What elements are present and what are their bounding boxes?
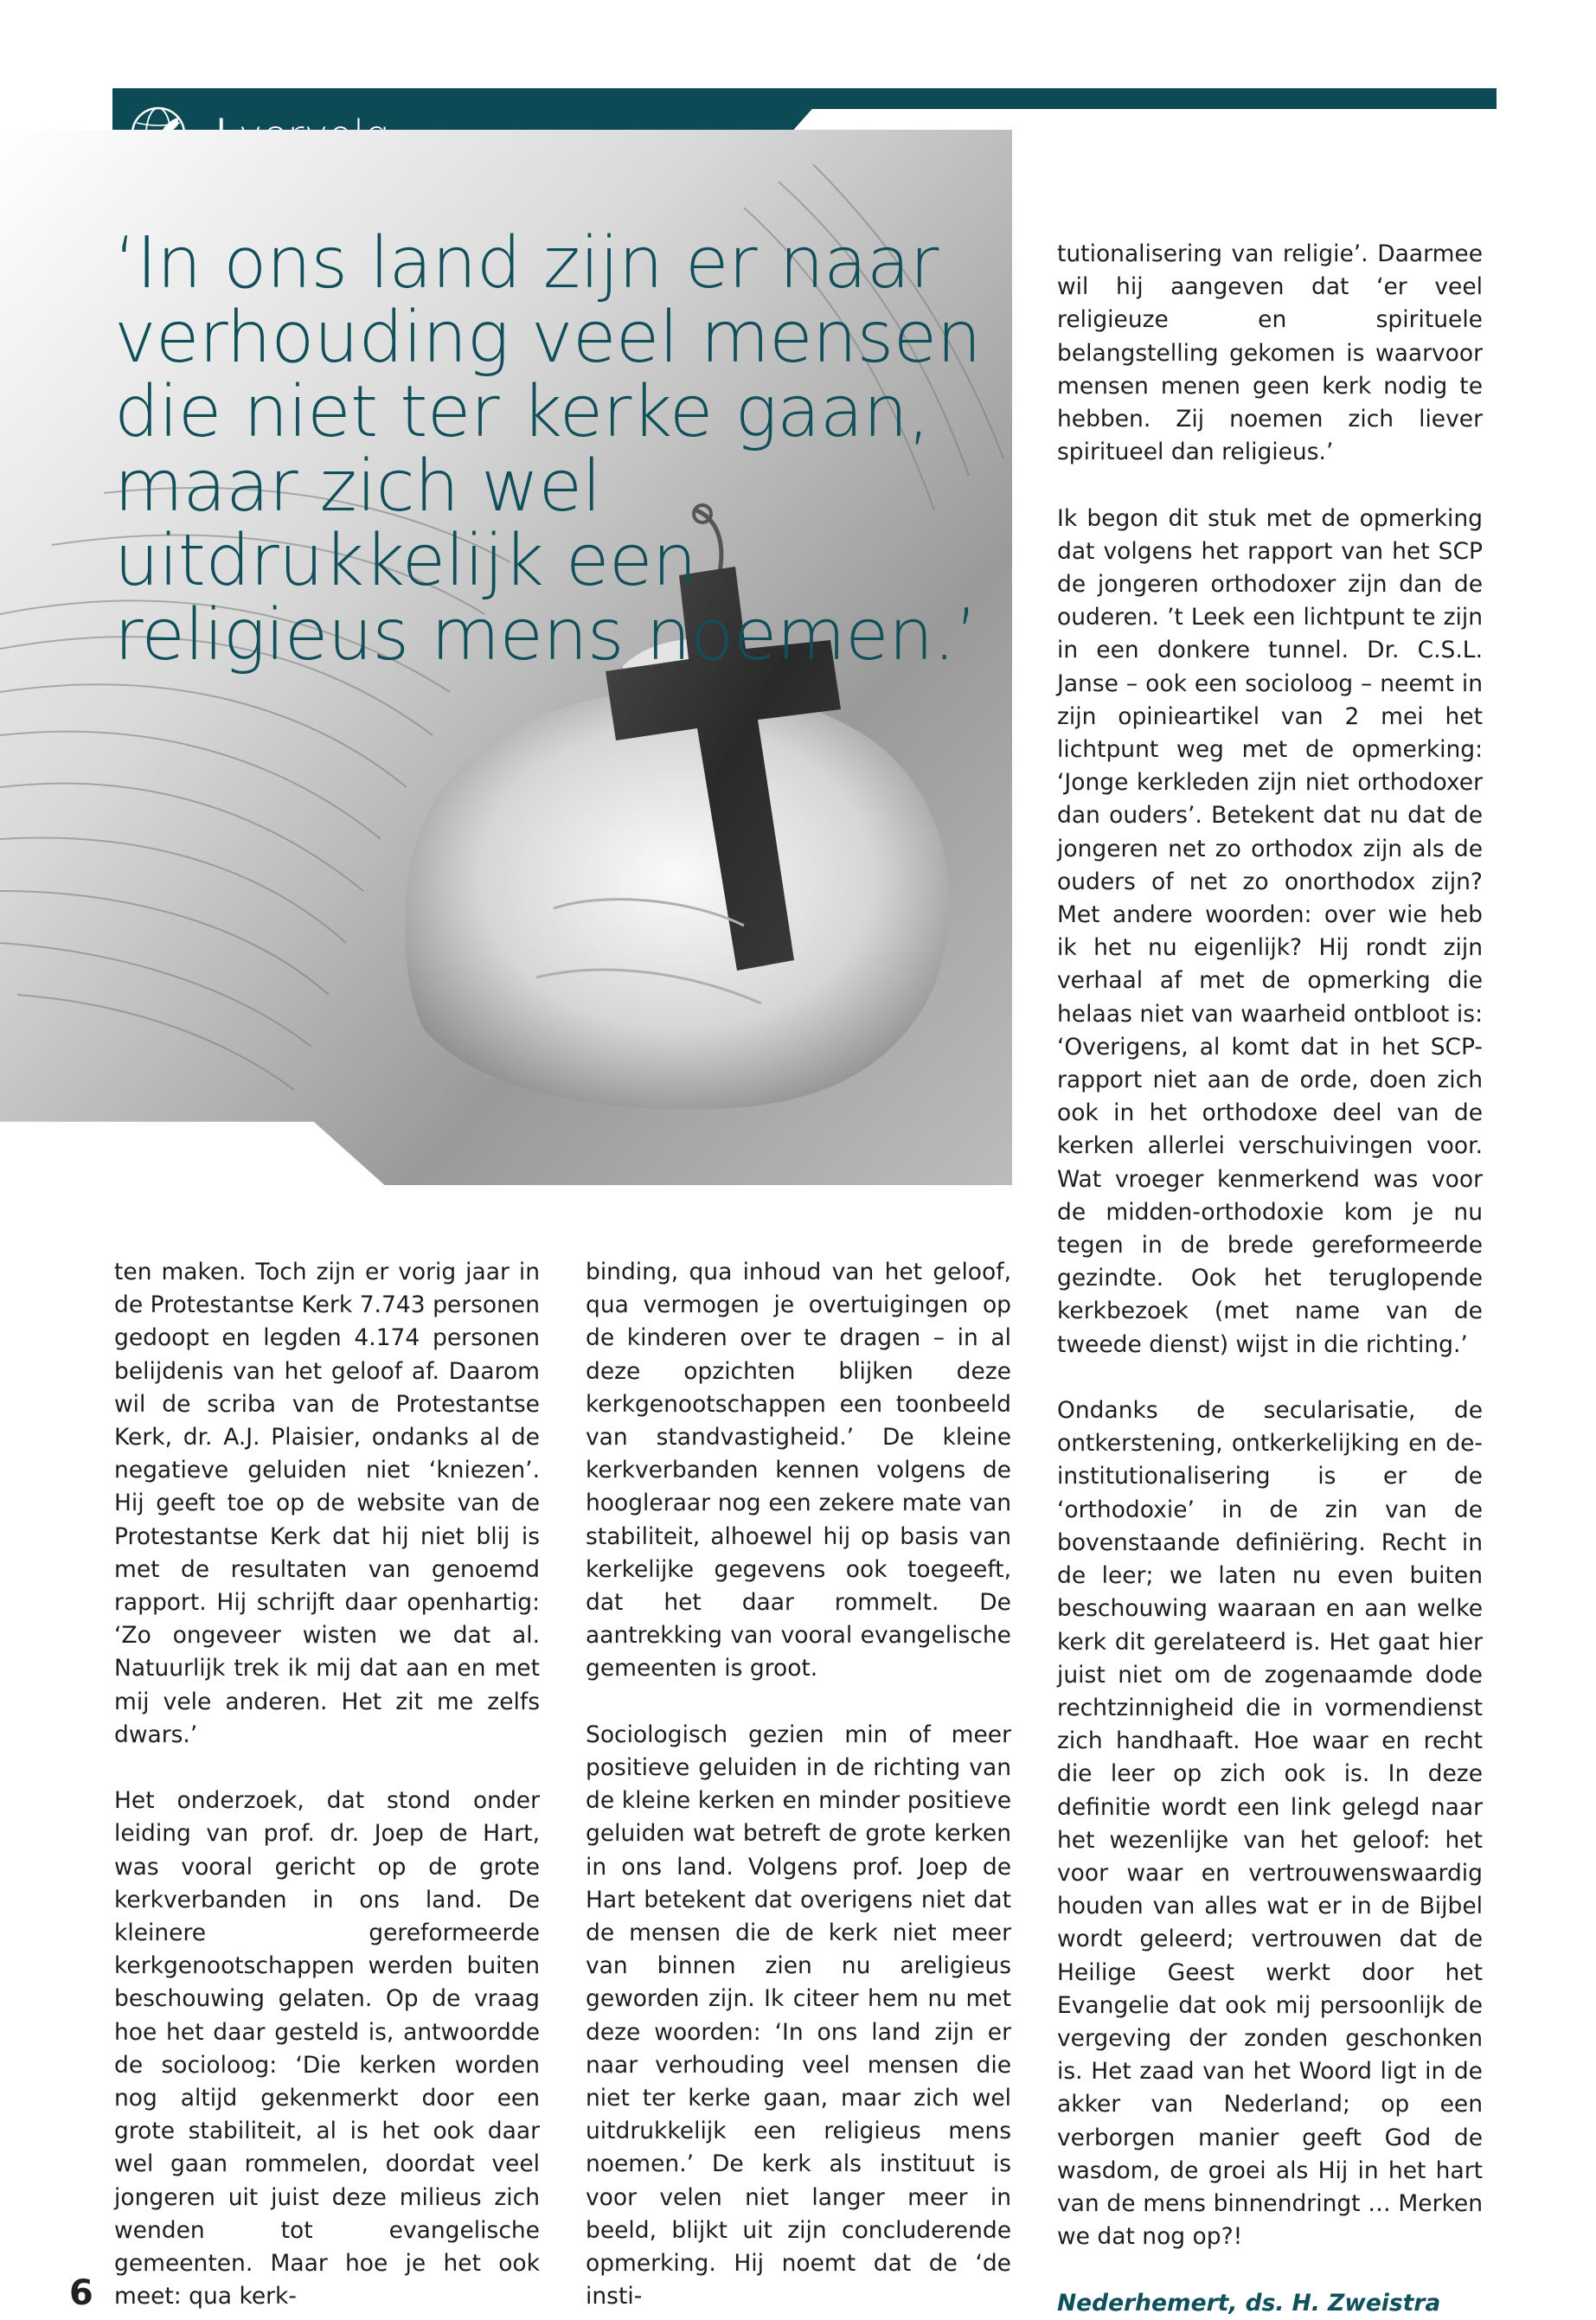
paragraph: Sociologisch gezien min of meer positieve geluiden in de richting van de kleine kerken en minder positieve geluiden wat betreft de grote kerken in ons land. Volgens prof. Joep de Hart betekent dat overigens niet dat de mensen die de kerk niet meer van binnen zien nu areligieus geworden zijn. Ik citeer hem nu met deze woorden: ‘In ons land zijn er naar verhouding veel mensen die niet ter kerke gaan, maar zich wel uitdrukkelijk een religieus mens noemen.’ De kerk als instituut is voor velen niet langer meer in beeld, blijkt uit zijn concluderende opmerking. Hij noemt dat de ‘de insti- bbox=[586, 1721, 1011, 2310]
page-number: 6 bbox=[69, 2273, 93, 2313]
text-column-1 bbox=[114, 1256, 540, 2313]
pull-quote: ‘In ons land zijn er naar verhouding veel mensen die niet ter kerke gaan, maar zich wel uitdrukkelijk een religieus mens noemen.’ bbox=[114, 222, 982, 676]
text-column-2 bbox=[586, 1256, 1011, 2313]
paragraph: Ik begon dit stuk met de opmerking dat volgens het rapport van het SCP de jongeren orthodoxer zijn dan de ouderen. ’t Leek een lichtpunt te zijn in een donkere tunnel. Dr. C.S.L. Janse – ook een socioloog – neemt in zijn opinieartikel van 2 mei het lichtpunt weg met de opmerking: ‘Jonge kerkleden zijn niet orthodoxer dan ouders’. Betekent dat nu dat de jongeren net zo orthodox zijn als de ouders of net zo onorthodox zijn? Met andere woorden: over wie heb ik het nu eigenlijk? Hij rondt zijn verhaal af met de opmerking die helaas niet van waarheid ontbloot is: ‘Overigens, al komt dat in het SCP-rapport niet aan de orde, doen zich ook in het orthodoxe deel van de kerken allerlei verschuivingen voor. Wat vroeger kenmerkend was voor de midden-orthodoxie kom je nu tegen in de brede gereformeerde gezindte. Ook het teruglopende kerkbezoek (met name van de tweede dienst) wijst in die richting.’ bbox=[1057, 504, 1483, 1358]
paragraph: Het onderzoek, dat stond onder leiding van prof. dr. Joep de Hart, was vooral gericht op de grote kerkverbanden in ons land. De kleinere gereformeerde kerkgenootschappen werden buiten beschouwing gelaten. Op de vraag hoe het daar gesteld is, antwoordde de socioloog: ‘Die kerken worden nog altijd gekenmerkt door een grote stabiliteit, al is het ook daar wel gaan rommelen, doordat veel jongeren uit juist deze milieus zich wenden tot evangelische gemeenten. Maar hoe je het ook meet: qua kerk- bbox=[114, 1787, 540, 2310]
paragraph: ten maken. Toch zijn er vorig jaar in de Protestantse Kerk 7.743 personen gedoopt en legden 4.174 personen belijdenis van het geloof af. Daarom wil de scriba van de Protestantse Kerk, dr. A.J. Plaisier, ondanks al de negatieve geluiden niet ‘kniezen’. Hij geeft toe op de website van de Protestantse Kerk dat hij niet blij is met de resultaten van genoemd rapport. Hij schrijft daar openhartig: ‘Zo ongeveer wisten we dat al. Natuurlijk trek ik mij dat aan en met mij vele anderen. Het zit me zelfs dwars.’ bbox=[114, 1259, 540, 1748]
paragraph: Ondanks de secularisatie, de ontkerstening, ontkerkelijking en de-institutionalisering is er de ‘orthodoxie’ in de zin van de bovenstaande definiëring. Recht in de leer; we laten nu even buiten beschouwing waaraan en aan welke kerk dit gerelateerd is. Het gaat hier juist niet om de zogenaamde dode rechtzinnigheid die in vormendienst zich handhaaft. Hoe waar en recht die leer op zich ook is. In deze definitie wordt een link gelegd naar het wezenlijke van het geloof: het voor waar en vertrouwenswaardig houden van alles wat er in de Bijbel wordt geleerd; vertrouwen dat de Heilige Geest werkt door het Evangelie dat ook mij persoonlijk de vergeving der zonden geschonken is. Het zaad van het Woord ligt in de akker van Nederland; op een verborgen manier geeft God de wasdom, de groei als Hij in het hart van de mens binnendringt … Merken we dat nog op?! bbox=[1057, 1397, 1483, 2251]
text-column-3 bbox=[1057, 238, 1483, 2320]
paragraph: tutionalisering van religie’. Daarmee wil hij aangeven dat ‘er veel religieuze en spirituele belangstelling gekomen is waarvoor mensen menen geen kerk nodig te hebben. Zij noemen zich liever spiritueel dan religieus.’ bbox=[1057, 240, 1483, 466]
paragraph: binding, qua inhoud van het geloof, qua vermogen je overtuigingen op de kinderen over te dragen – in al deze opzichten blijken deze kerkgenootschappen een toonbeeld van standvastigheid.’ De kleine kerkverbanden kennen volgens de hoogleraar nog een zekere mate van stabiliteit, alhoewel hij op basis van kerkelijke gegevens ook toegeeft, dat het daar rommelt. De aantrekking van vooral evangelische gemeenten is groot. bbox=[586, 1259, 1011, 1682]
author-signature: Nederhemert, ds. H. Zweistra bbox=[1057, 2289, 1441, 2317]
